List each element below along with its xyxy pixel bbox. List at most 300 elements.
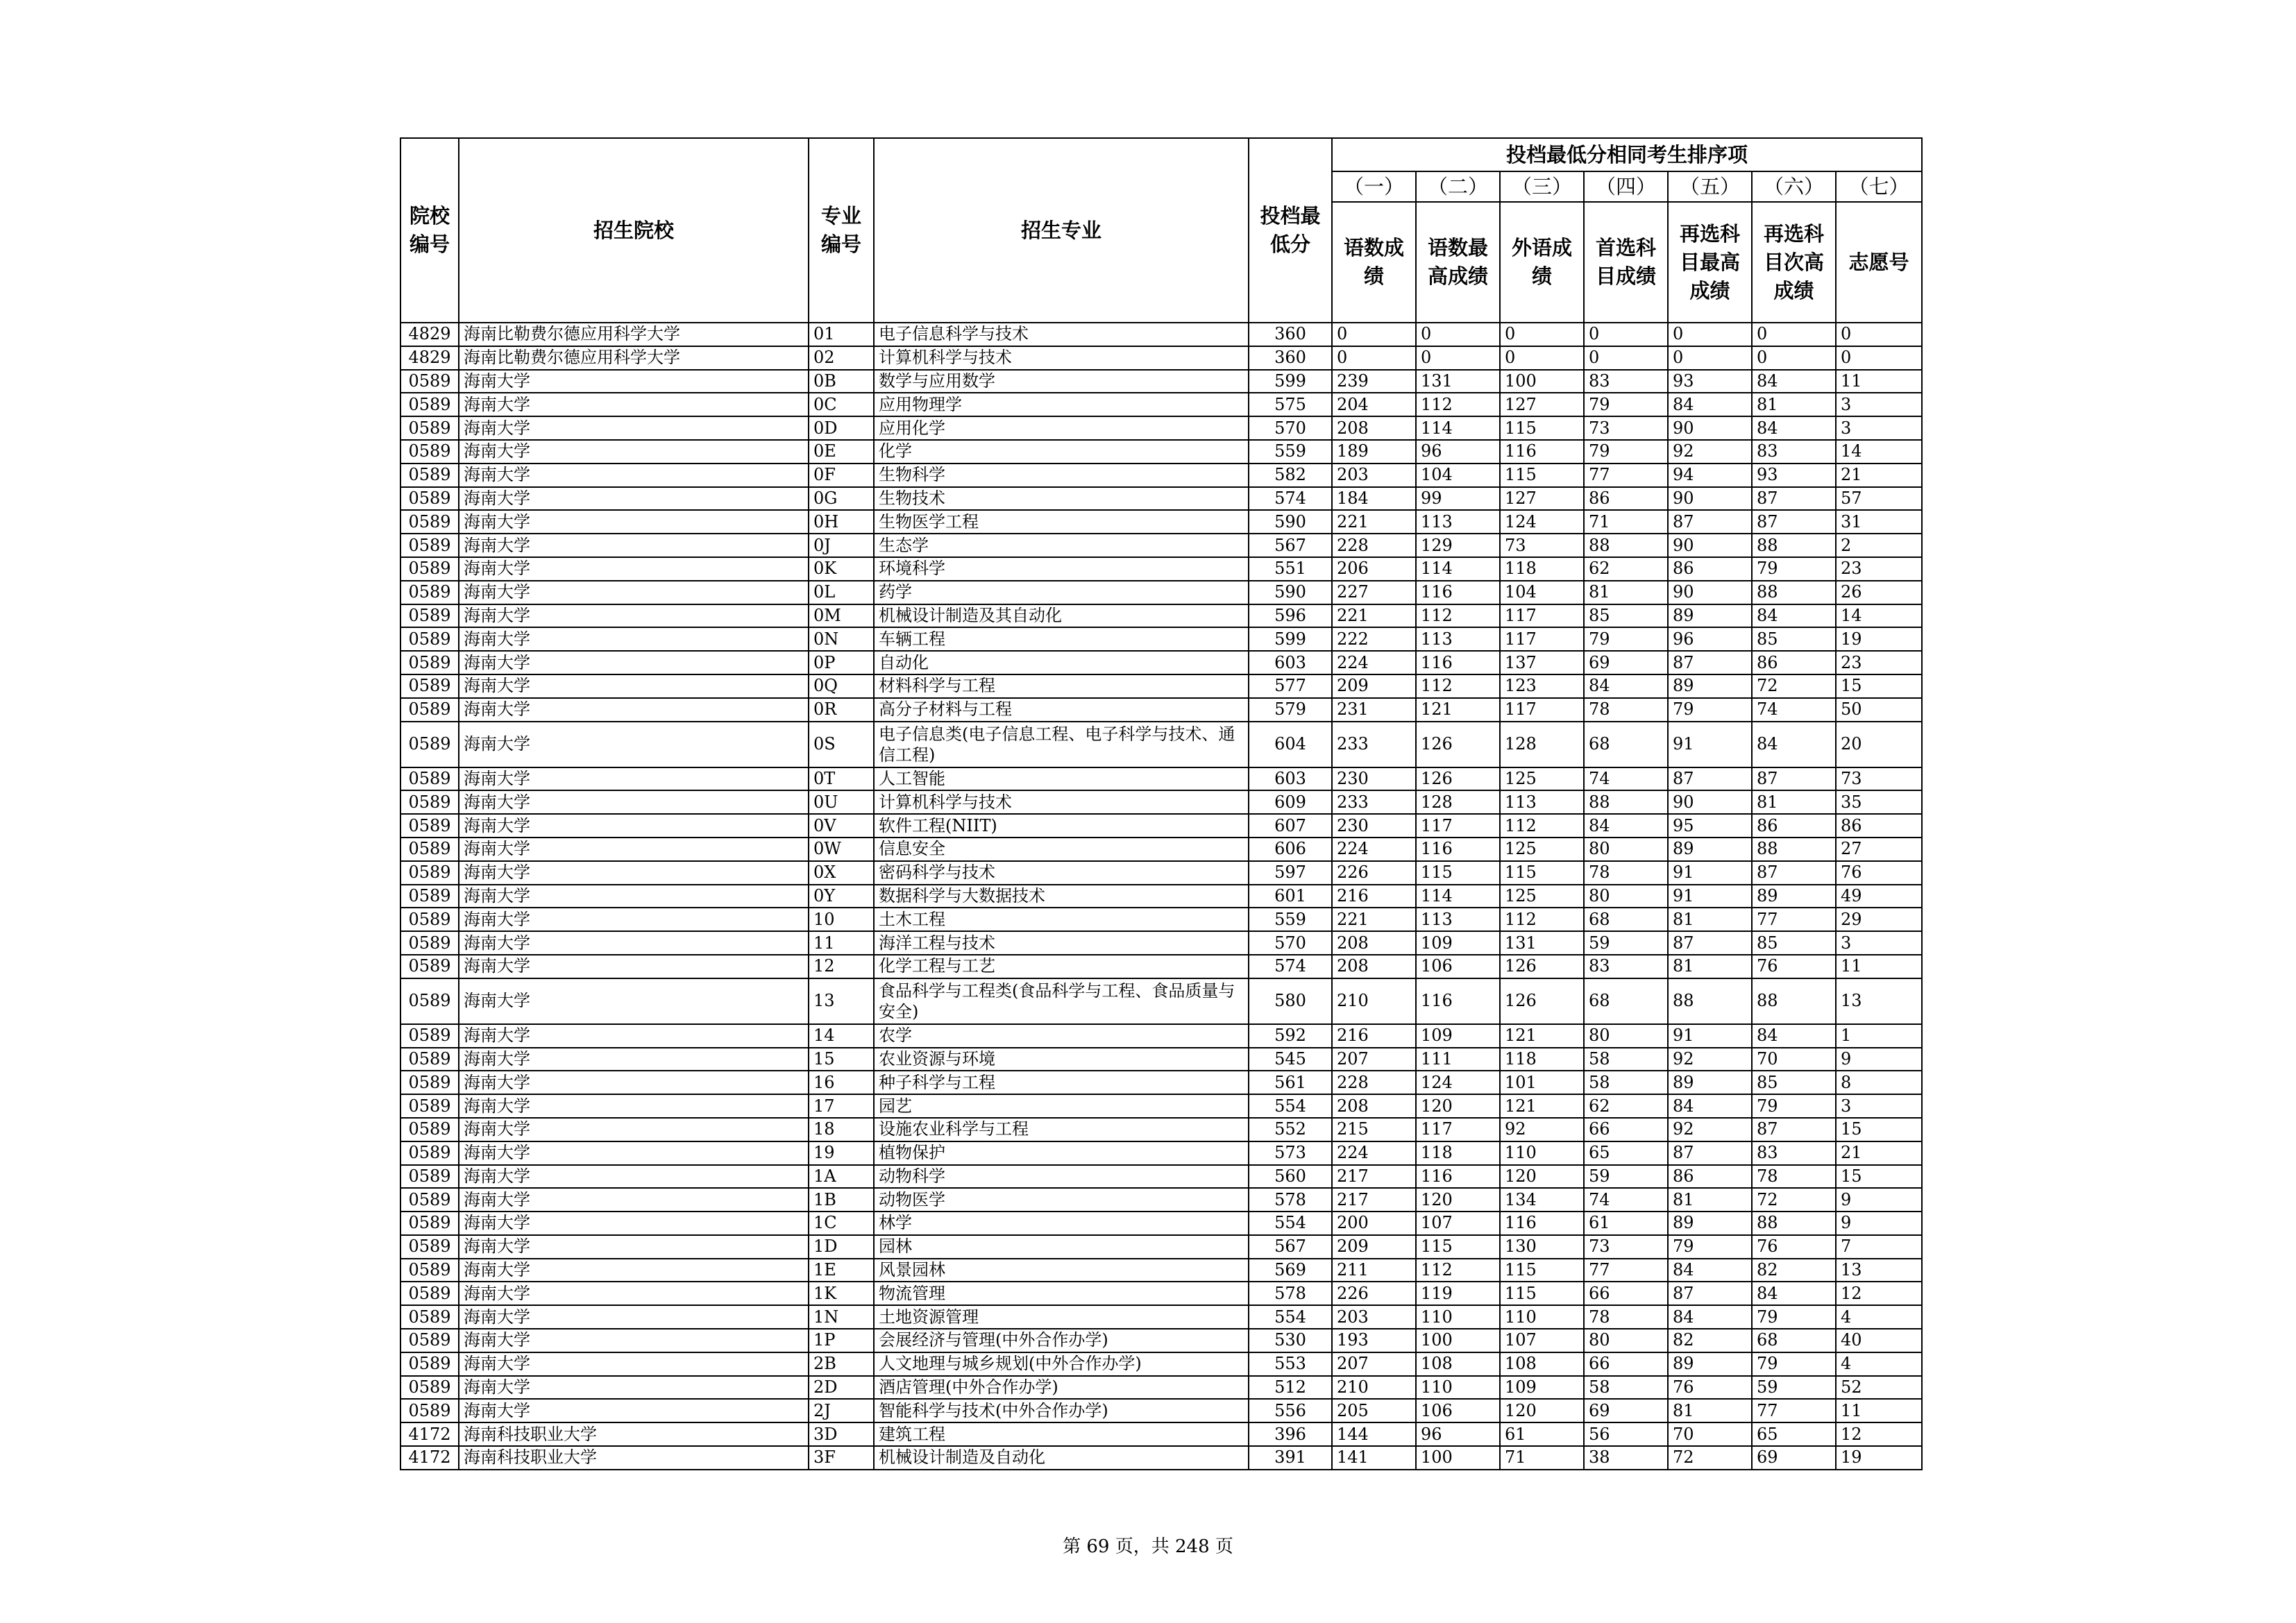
tiebreak-cell: 59 [1584, 1165, 1668, 1189]
tiebreak-cell: 86 [1752, 814, 1836, 838]
tiebreak-cell: 35 [1836, 790, 1922, 814]
min-score-cell: 559 [1249, 908, 1332, 931]
tiebreak-cell: 79 [1668, 698, 1752, 722]
table-row [400, 1305, 1922, 1329]
school-name-cell: 海南大学 [459, 627, 809, 651]
table-row [400, 1024, 1922, 1048]
table-row [400, 1282, 1922, 1305]
tiebreak-cell: 130 [1500, 1235, 1584, 1259]
major-code-cell: 1C [809, 1212, 874, 1235]
tiebreak-cell: 226 [1332, 861, 1416, 885]
school-name-cell: 海南大学 [459, 370, 809, 393]
tiebreak-cell: 118 [1416, 1141, 1500, 1165]
major-name-cell: 海洋工程与技术 [874, 931, 1249, 955]
tiebreak-cell: 84 [1752, 1282, 1836, 1305]
tiebreak-cell: 0 [1752, 346, 1836, 370]
table-row [400, 1422, 1922, 1446]
table-row [400, 1259, 1922, 1282]
header-major-code: 专业编号 [809, 138, 874, 323]
major-code-cell: 0L [809, 581, 874, 604]
major-name-cell: 生态学 [874, 534, 1249, 557]
major-name-cell: 生物医学工程 [874, 510, 1249, 534]
tiebreak-cell: 117 [1500, 698, 1584, 722]
major-name-cell: 材料科学与工程 [874, 674, 1249, 698]
header-tiebreak-label: 首选科目成绩 [1584, 202, 1668, 323]
tiebreak-cell: 215 [1332, 1118, 1416, 1141]
major-name-cell: 土木工程 [874, 908, 1249, 931]
major-code-cell: 15 [809, 1048, 874, 1071]
major-name-cell: 建筑工程 [874, 1422, 1249, 1446]
tiebreak-cell: 58 [1584, 1376, 1668, 1400]
tiebreak-cell: 115 [1416, 861, 1500, 885]
tiebreak-cell: 4 [1836, 1352, 1922, 1376]
major-code-cell: 0P [809, 651, 874, 674]
school-code-cell: 0589 [400, 1259, 459, 1282]
major-name-cell: 化学工程与工艺 [874, 955, 1249, 978]
tiebreak-cell: 74 [1752, 698, 1836, 722]
tiebreak-cell: 88 [1752, 838, 1836, 861]
tiebreak-cell: 81 [1668, 1188, 1752, 1212]
tiebreak-cell: 31 [1836, 510, 1922, 534]
school-code-cell: 0589 [400, 1329, 459, 1352]
tiebreak-cell: 114 [1416, 885, 1500, 908]
tiebreak-cell: 3 [1836, 393, 1922, 416]
major-code-cell: 0R [809, 698, 874, 722]
tiebreak-cell: 207 [1332, 1352, 1416, 1376]
major-code-cell: 10 [809, 908, 874, 931]
tiebreak-cell: 87 [1752, 861, 1836, 885]
school-code-cell: 0589 [400, 1141, 459, 1165]
min-score-cell: 590 [1249, 510, 1332, 534]
tiebreak-cell: 82 [1668, 1329, 1752, 1352]
table-row [400, 722, 1922, 767]
table-row [400, 440, 1922, 464]
min-score-cell: 554 [1249, 1094, 1332, 1118]
table-row [400, 1141, 1922, 1165]
min-score-cell: 599 [1249, 627, 1332, 651]
tiebreak-cell: 209 [1332, 674, 1416, 698]
school-code-cell: 0589 [400, 978, 459, 1024]
tiebreak-cell: 38 [1584, 1446, 1668, 1470]
tiebreak-cell: 107 [1416, 1212, 1500, 1235]
table-row [400, 955, 1922, 978]
tiebreak-cell: 131 [1416, 370, 1500, 393]
tiebreak-cell: 134 [1500, 1188, 1584, 1212]
tiebreak-cell: 49 [1836, 885, 1922, 908]
tiebreak-cell: 92 [1668, 1118, 1752, 1141]
school-name-cell: 海南大学 [459, 978, 809, 1024]
major-code-cell: 0H [809, 510, 874, 534]
major-code-cell: 16 [809, 1071, 874, 1094]
tiebreak-cell: 81 [1752, 393, 1836, 416]
school-name-cell: 海南大学 [459, 814, 809, 838]
tiebreak-cell: 125 [1500, 838, 1584, 861]
school-code-cell: 0589 [400, 1399, 459, 1422]
tiebreak-cell: 111 [1416, 1048, 1500, 1071]
school-name-cell: 海南大学 [459, 885, 809, 908]
school-name-cell: 海南大学 [459, 861, 809, 885]
major-name-cell: 会展经济与管理(中外合作办学) [874, 1329, 1249, 1352]
table-row [400, 1446, 1922, 1470]
min-score-cell: 590 [1249, 581, 1332, 604]
tiebreak-cell: 61 [1584, 1212, 1668, 1235]
major-code-cell: 0J [809, 534, 874, 557]
school-code-cell: 0589 [400, 1352, 459, 1376]
major-code-cell: 11 [809, 931, 874, 955]
major-code-cell: 01 [809, 323, 874, 346]
tiebreak-cell: 13 [1836, 1259, 1922, 1282]
major-code-cell: 1P [809, 1329, 874, 1352]
tiebreak-cell: 208 [1332, 416, 1416, 440]
table-row [400, 674, 1922, 698]
tiebreak-cell: 95 [1668, 814, 1752, 838]
tiebreak-cell: 70 [1752, 1048, 1836, 1071]
min-score-cell: 360 [1249, 346, 1332, 370]
tiebreak-cell: 73 [1836, 767, 1922, 791]
tiebreak-cell: 73 [1500, 534, 1584, 557]
tiebreak-cell: 189 [1332, 440, 1416, 464]
tiebreak-cell: 19 [1836, 627, 1922, 651]
tiebreak-cell: 84 [1584, 674, 1668, 698]
tiebreak-cell: 15 [1836, 1165, 1922, 1189]
tiebreak-cell: 224 [1332, 651, 1416, 674]
school-name-cell: 海南大学 [459, 1048, 809, 1071]
min-score-cell: 554 [1249, 1212, 1332, 1235]
tiebreak-cell: 78 [1584, 1305, 1668, 1329]
tiebreak-cell: 100 [1416, 1329, 1500, 1352]
tiebreak-cell: 83 [1584, 370, 1668, 393]
tiebreak-cell: 68 [1584, 722, 1668, 767]
tiebreak-cell: 14 [1836, 440, 1922, 464]
major-name-cell: 化学 [874, 440, 1249, 464]
table-row [400, 885, 1922, 908]
tiebreak-cell: 81 [1668, 908, 1752, 931]
tiebreak-cell: 20 [1836, 722, 1922, 767]
tiebreak-cell: 59 [1584, 931, 1668, 955]
tiebreak-cell: 128 [1500, 722, 1584, 767]
tiebreak-cell: 109 [1416, 1024, 1500, 1048]
school-name-cell: 海南大学 [459, 1094, 809, 1118]
school-name-cell: 海南大学 [459, 674, 809, 698]
tiebreak-cell: 84 [1668, 1094, 1752, 1118]
major-name-cell: 生物技术 [874, 487, 1249, 511]
tiebreak-cell: 84 [1668, 1305, 1752, 1329]
tiebreak-cell: 115 [1500, 1259, 1584, 1282]
major-name-cell: 机械设计制造及自动化 [874, 1446, 1249, 1470]
school-name-cell: 海南大学 [459, 557, 809, 581]
school-name-cell: 海南大学 [459, 651, 809, 674]
major-code-cell: 0Q [809, 674, 874, 698]
tiebreak-cell: 125 [1500, 885, 1584, 908]
tiebreak-cell: 2 [1836, 534, 1922, 557]
tiebreak-cell: 0 [1332, 323, 1416, 346]
tiebreak-cell: 69 [1752, 1446, 1836, 1470]
major-name-cell: 生物科学 [874, 464, 1249, 487]
tiebreak-cell: 77 [1584, 464, 1668, 487]
tiebreak-cell: 126 [1500, 955, 1584, 978]
tiebreak-cell: 69 [1584, 1399, 1668, 1422]
major-code-cell: 0X [809, 861, 874, 885]
tiebreak-cell: 93 [1752, 464, 1836, 487]
table-row [400, 346, 1922, 370]
major-code-cell: 0Y [809, 885, 874, 908]
tiebreak-cell: 209 [1332, 1235, 1416, 1259]
tiebreak-cell: 233 [1332, 722, 1416, 767]
tiebreak-cell: 79 [1584, 440, 1668, 464]
min-score-cell: 545 [1249, 1048, 1332, 1071]
tiebreak-cell: 96 [1416, 1422, 1500, 1446]
tiebreak-cell: 90 [1668, 416, 1752, 440]
school-name-cell: 海南比勒费尔德应用科学大学 [459, 346, 809, 370]
header-tiebreak-num: （三） [1500, 171, 1584, 202]
school-name-cell: 海南科技职业大学 [459, 1422, 809, 1446]
tiebreak-cell: 86 [1584, 487, 1668, 511]
tiebreak-cell: 66 [1584, 1118, 1668, 1141]
school-code-cell: 0589 [400, 416, 459, 440]
min-score-cell: 579 [1249, 698, 1332, 722]
tiebreak-cell: 126 [1416, 767, 1500, 791]
major-name-cell: 农学 [874, 1024, 1249, 1048]
tiebreak-cell: 129 [1416, 534, 1500, 557]
tiebreak-cell: 66 [1584, 1352, 1668, 1376]
tiebreak-cell: 80 [1584, 1329, 1668, 1352]
header-tiebreak-label: 外语成绩 [1500, 202, 1584, 323]
school-name-cell: 海南大学 [459, 1071, 809, 1094]
major-name-cell: 软件工程(NIIT) [874, 814, 1249, 838]
tiebreak-cell: 108 [1500, 1352, 1584, 1376]
tiebreak-cell: 73 [1584, 1235, 1668, 1259]
school-code-cell: 0589 [400, 861, 459, 885]
school-name-cell: 海南大学 [459, 1188, 809, 1212]
table-row [400, 814, 1922, 838]
tiebreak-cell: 84 [1752, 370, 1836, 393]
tiebreak-cell: 80 [1584, 1024, 1668, 1048]
tiebreak-cell: 112 [1416, 1259, 1500, 1282]
tiebreak-cell: 27 [1836, 838, 1922, 861]
tiebreak-cell: 118 [1500, 557, 1584, 581]
tiebreak-cell: 9 [1836, 1188, 1922, 1212]
tiebreak-cell: 89 [1668, 1071, 1752, 1094]
tiebreak-cell: 84 [1752, 1024, 1836, 1048]
tiebreak-cell: 81 [1584, 581, 1668, 604]
tiebreak-cell: 87 [1668, 1141, 1752, 1165]
major-name-cell: 智能科学与技术(中外合作办学) [874, 1399, 1249, 1422]
tiebreak-cell: 84 [1668, 1259, 1752, 1282]
tiebreak-cell: 239 [1332, 370, 1416, 393]
tiebreak-cell: 116 [1416, 651, 1500, 674]
tiebreak-cell: 93 [1668, 370, 1752, 393]
table-row [400, 370, 1922, 393]
tiebreak-cell: 56 [1584, 1422, 1668, 1446]
tiebreak-cell: 84 [1752, 722, 1836, 767]
table-row [400, 1212, 1922, 1235]
school-code-cell: 0589 [400, 1071, 459, 1094]
tiebreak-cell: 115 [1500, 1282, 1584, 1305]
header-school-code: 院校编号 [400, 138, 459, 323]
min-score-cell: 554 [1249, 1305, 1332, 1329]
min-score-cell: 574 [1249, 955, 1332, 978]
page-footer: 第 69 页，共 248 页 [1063, 1536, 1233, 1557]
tiebreak-cell: 228 [1332, 1071, 1416, 1094]
header-tiebreak-num: （六） [1752, 171, 1836, 202]
tiebreak-cell: 91 [1668, 1024, 1752, 1048]
tiebreak-cell: 81 [1668, 955, 1752, 978]
major-name-cell: 动物医学 [874, 1188, 1249, 1212]
tiebreak-cell: 81 [1752, 790, 1836, 814]
major-code-cell: 0N [809, 627, 874, 651]
tiebreak-cell: 110 [1416, 1376, 1500, 1400]
school-code-cell: 4829 [400, 323, 459, 346]
tiebreak-cell: 117 [1416, 814, 1500, 838]
min-score-cell: 607 [1249, 814, 1332, 838]
tiebreak-cell: 83 [1584, 955, 1668, 978]
tiebreak-cell: 21 [1836, 1141, 1922, 1165]
table-row [400, 627, 1922, 651]
tiebreak-cell: 0 [1668, 323, 1752, 346]
school-code-cell: 0589 [400, 651, 459, 674]
major-name-cell: 环境科学 [874, 557, 1249, 581]
table-row [400, 908, 1922, 931]
tiebreak-cell: 217 [1332, 1165, 1416, 1189]
school-name-cell: 海南大学 [459, 393, 809, 416]
tiebreak-cell: 81 [1668, 1399, 1752, 1422]
tiebreak-cell: 101 [1500, 1071, 1584, 1094]
table-row [400, 534, 1922, 557]
school-code-cell: 0589 [400, 908, 459, 931]
tiebreak-cell: 89 [1668, 838, 1752, 861]
tiebreak-cell: 29 [1836, 908, 1922, 931]
min-score-cell: 574 [1249, 487, 1332, 511]
tiebreak-cell: 7 [1836, 1235, 1922, 1259]
table-row [400, 861, 1922, 885]
tiebreak-cell: 74 [1584, 767, 1668, 791]
table-row [400, 1329, 1922, 1352]
tiebreak-cell: 94 [1668, 464, 1752, 487]
major-code-cell: 0D [809, 416, 874, 440]
major-name-cell: 电子信息科学与技术 [874, 323, 1249, 346]
tiebreak-cell: 79 [1752, 1352, 1836, 1376]
tiebreak-cell: 121 [1416, 698, 1500, 722]
school-code-cell: 0589 [400, 1376, 459, 1400]
tiebreak-cell: 231 [1332, 698, 1416, 722]
tiebreak-cell: 203 [1332, 1305, 1416, 1329]
tiebreak-cell: 77 [1752, 1399, 1836, 1422]
tiebreak-cell: 76 [1752, 1235, 1836, 1259]
major-name-cell: 园艺 [874, 1094, 1249, 1118]
header-tiebreak-num: （四） [1584, 171, 1668, 202]
school-name-cell: 海南比勒费尔德应用科学大学 [459, 323, 809, 346]
school-code-cell: 0589 [400, 627, 459, 651]
tiebreak-cell: 85 [1752, 1071, 1836, 1094]
tiebreak-cell: 124 [1500, 510, 1584, 534]
tiebreak-cell: 87 [1668, 651, 1752, 674]
tiebreak-cell: 0 [1668, 346, 1752, 370]
major-name-cell: 植物保护 [874, 1141, 1249, 1165]
school-name-cell: 海南大学 [459, 722, 809, 767]
tiebreak-cell: 76 [1836, 861, 1922, 885]
school-name-cell: 海南大学 [459, 1329, 809, 1352]
school-code-cell: 4829 [400, 346, 459, 370]
tiebreak-cell: 68 [1584, 978, 1668, 1024]
school-code-cell: 0589 [400, 440, 459, 464]
tiebreak-cell: 227 [1332, 581, 1416, 604]
tiebreak-cell: 126 [1500, 978, 1584, 1024]
major-name-cell: 食品科学与工程类(食品科学与工程、食品质量与安全) [874, 978, 1249, 1024]
tiebreak-cell: 116 [1416, 978, 1500, 1024]
major-name-cell: 动物科学 [874, 1165, 1249, 1189]
min-score-cell: 570 [1249, 416, 1332, 440]
major-code-cell: 0U [809, 790, 874, 814]
tiebreak-cell: 121 [1500, 1024, 1584, 1048]
school-name-cell: 海南大学 [459, 1282, 809, 1305]
tiebreak-cell: 104 [1500, 581, 1584, 604]
school-name-cell: 海南大学 [459, 440, 809, 464]
min-score-cell: 552 [1249, 1118, 1332, 1141]
table-body [400, 323, 1922, 1470]
header-tiebreak-num: （二） [1416, 171, 1500, 202]
min-score-cell: 570 [1249, 931, 1332, 955]
tiebreak-cell: 12 [1836, 1422, 1922, 1446]
header-tiebreak-label: 语数成绩 [1332, 202, 1416, 323]
school-name-cell: 海南大学 [459, 1024, 809, 1048]
school-name-cell: 海南大学 [459, 464, 809, 487]
school-code-cell: 0589 [400, 1024, 459, 1048]
school-name-cell: 海南大学 [459, 955, 809, 978]
school-name-cell: 海南大学 [459, 416, 809, 440]
school-code-cell: 0589 [400, 1048, 459, 1071]
major-code-cell: 0T [809, 767, 874, 791]
tiebreak-cell: 50 [1836, 698, 1922, 722]
tiebreak-cell: 88 [1668, 978, 1752, 1024]
school-code-cell: 0589 [400, 604, 459, 628]
school-code-cell: 0589 [400, 534, 459, 557]
school-code-cell: 0589 [400, 370, 459, 393]
tiebreak-cell: 83 [1752, 1141, 1836, 1165]
tiebreak-cell: 90 [1668, 487, 1752, 511]
header-tiebreak-num: （一） [1332, 171, 1416, 202]
tiebreak-cell: 216 [1332, 885, 1416, 908]
tiebreak-cell: 88 [1752, 978, 1836, 1024]
min-score-cell: 396 [1249, 1422, 1332, 1446]
major-name-cell: 应用物理学 [874, 393, 1249, 416]
tiebreak-cell: 0 [1836, 323, 1922, 346]
school-name-cell: 海南大学 [459, 1399, 809, 1422]
tiebreak-cell: 87 [1752, 767, 1836, 791]
major-code-cell: 1N [809, 1305, 874, 1329]
tiebreak-cell: 72 [1668, 1446, 1752, 1470]
tiebreak-cell: 216 [1332, 1024, 1416, 1048]
tiebreak-cell: 207 [1332, 1048, 1416, 1071]
min-score-cell: 599 [1249, 370, 1332, 393]
major-code-cell: 2J [809, 1399, 874, 1422]
tiebreak-cell: 100 [1500, 370, 1584, 393]
tiebreak-cell: 77 [1752, 908, 1836, 931]
tiebreak-cell: 86 [1668, 557, 1752, 581]
tiebreak-cell: 15 [1836, 674, 1922, 698]
tiebreak-cell: 14 [1836, 604, 1922, 628]
tiebreak-cell: 116 [1500, 440, 1584, 464]
tiebreak-cell: 85 [1584, 604, 1668, 628]
tiebreak-cell: 88 [1752, 1212, 1836, 1235]
major-name-cell: 药学 [874, 581, 1249, 604]
tiebreak-cell: 79 [1752, 1094, 1836, 1118]
header-tiebreak-num: （七） [1836, 171, 1922, 202]
min-score-cell: 580 [1249, 978, 1332, 1024]
tiebreak-cell: 66 [1584, 1282, 1668, 1305]
major-name-cell: 电子信息类(电子信息工程、电子科学与技术、通信工程) [874, 722, 1249, 767]
tiebreak-cell: 71 [1584, 510, 1668, 534]
tiebreak-cell: 91 [1668, 722, 1752, 767]
